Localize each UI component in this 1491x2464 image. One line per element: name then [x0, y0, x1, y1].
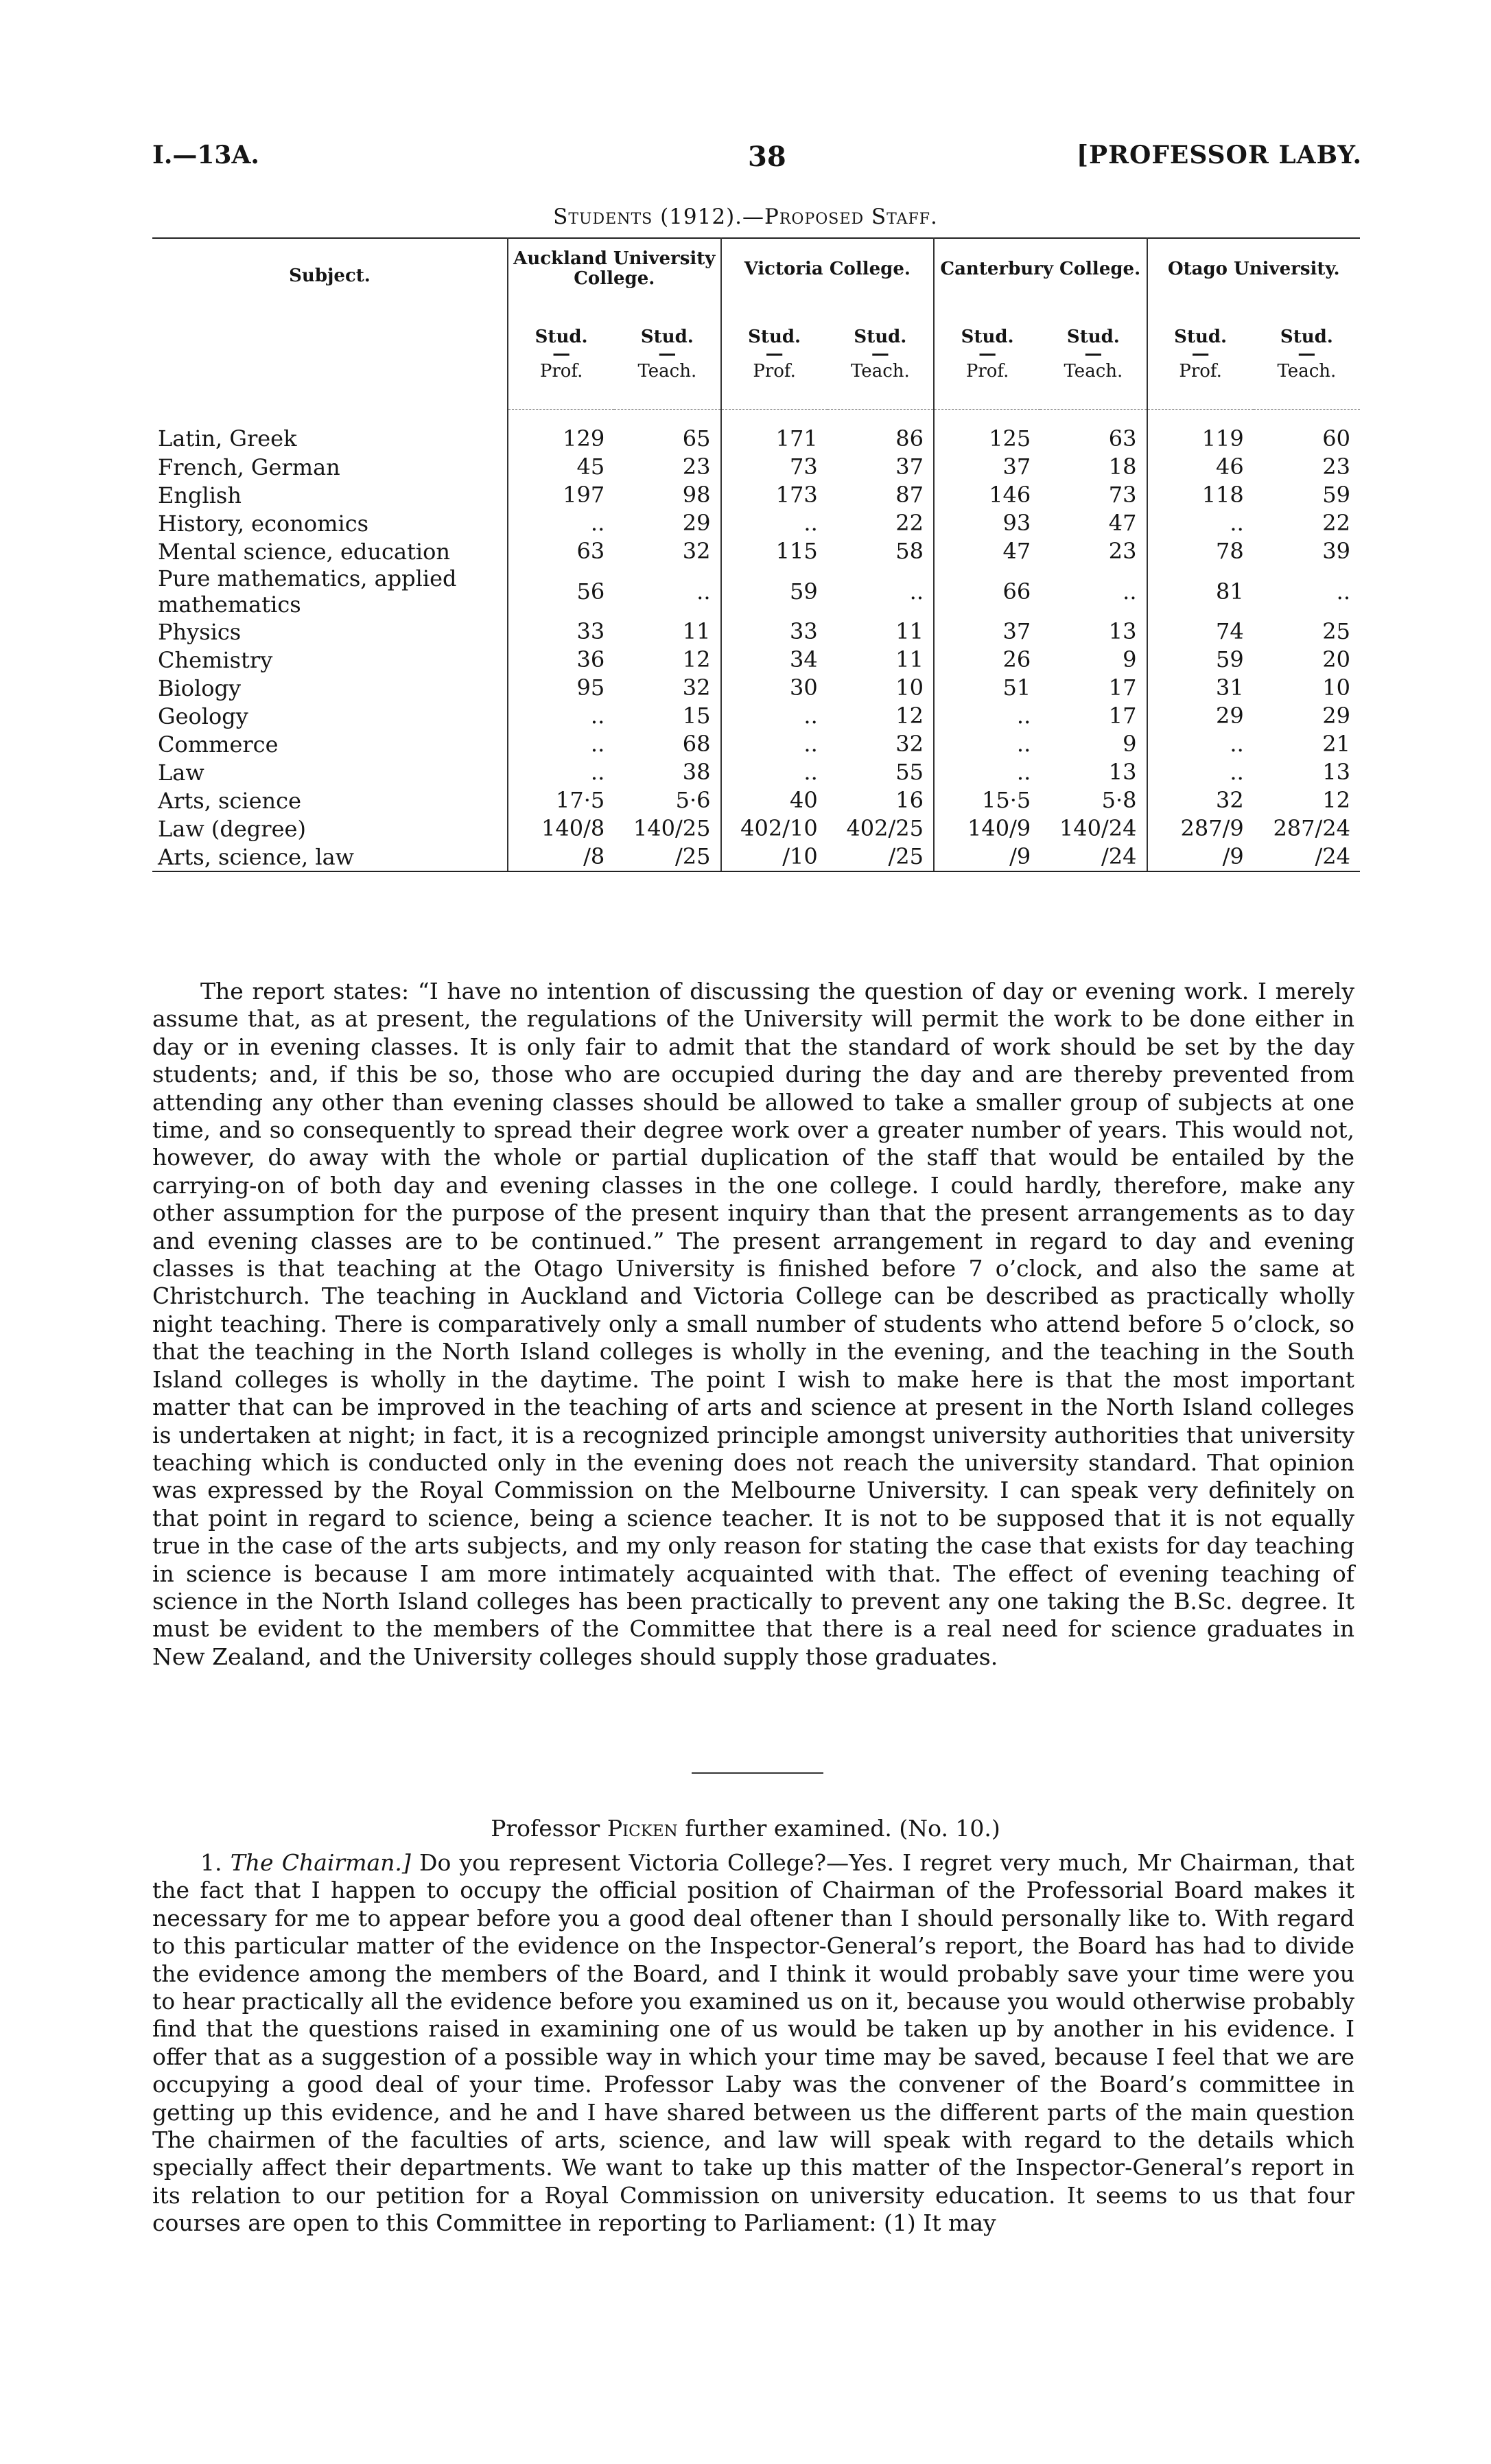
value-cell: 23: [682, 454, 711, 480]
value-cell: 11: [682, 618, 711, 644]
ratio-header-prof: [934, 299, 1040, 410]
value-cell: 23: [1108, 538, 1137, 564]
value-cell: 78: [1147, 537, 1254, 565]
college-header-auckland: Auckland University College.: [508, 238, 721, 299]
value-cell: 15·5: [934, 786, 1040, 814]
ratio-denominator: Teach.: [1064, 361, 1123, 382]
value-cell: 140/8: [508, 814, 614, 843]
ratio-bar: —: [765, 344, 784, 364]
value-cell: /9: [1147, 843, 1254, 871]
subject-cell: Mental science, education: [158, 538, 450, 565]
value-cell: 59: [1322, 482, 1351, 508]
table-row: [152, 537, 1360, 565]
value-cell: 119: [1147, 410, 1254, 454]
value-cell: /25: [827, 843, 934, 871]
value-cell: ..: [508, 509, 614, 537]
value-cell: 287/24: [1273, 815, 1351, 841]
ratio-denominator: Prof.: [753, 361, 796, 382]
table-row: [152, 453, 1360, 481]
ratio-denominator: Teach.: [637, 361, 697, 382]
table-body: [152, 410, 1360, 872]
value-cell: 65: [682, 425, 711, 451]
value-cell: 13: [1108, 759, 1137, 785]
value-cell: /8: [508, 843, 614, 871]
ratio-bar: —: [658, 344, 677, 364]
value-cell: 171: [721, 410, 827, 454]
value-cell: 12: [1322, 787, 1351, 813]
value-cell: 58: [895, 538, 924, 564]
value-cell: 29: [682, 510, 711, 536]
value-cell: ..: [909, 578, 924, 605]
value-cell: 33: [508, 618, 614, 646]
value-cell: 115: [721, 537, 827, 565]
value-cell: ..: [508, 758, 614, 786]
value-cell: 21: [1322, 731, 1351, 757]
ratio-denominator: Prof.: [539, 361, 583, 382]
value-cell: 37: [934, 453, 1040, 481]
value-cell: 26: [934, 646, 1040, 674]
ratio-bar: —: [1191, 344, 1210, 364]
value-cell: 37: [934, 618, 1040, 646]
ratio-bar: —: [1298, 344, 1316, 364]
value-cell: 22: [1322, 510, 1351, 536]
subject-column-header: Subject.: [289, 266, 371, 286]
table-row: [152, 786, 1360, 814]
table-row: [152, 730, 1360, 758]
ratio-denominator: Prof.: [1179, 361, 1222, 382]
value-cell: 10: [895, 674, 924, 701]
subject-cell: Chemistry: [158, 646, 273, 673]
question-speaker: The Chairman.]: [230, 1849, 411, 1876]
witness-heading: [0, 1815, 1491, 1842]
subject-cell: Arts, science: [158, 787, 302, 814]
testimony-paragraph: [152, 1849, 1354, 2238]
value-cell: ..: [721, 509, 827, 537]
ratio-numerator: Stud.: [961, 327, 1014, 347]
value-cell: 47: [1108, 510, 1137, 536]
ratio-denominator: Teach.: [1277, 361, 1337, 382]
subject-cell: Pure mathematics, applied mathematics: [158, 565, 457, 618]
subject-cell: Physics: [158, 618, 242, 645]
value-cell: 11: [895, 618, 924, 644]
value-cell: 95: [508, 674, 614, 702]
subject-cell: French, German: [158, 454, 340, 480]
value-cell: 33: [721, 618, 827, 646]
value-cell: 32: [895, 731, 924, 757]
value-cell: ..: [508, 702, 614, 730]
value-cell: 59: [721, 565, 827, 618]
value-cell: 5·8: [1101, 787, 1137, 813]
value-cell: 9: [1123, 646, 1137, 672]
value-cell: /10: [721, 843, 827, 871]
value-cell: 73: [721, 453, 827, 481]
value-cell: /24: [1040, 843, 1147, 871]
value-cell: 45: [508, 453, 614, 481]
value-cell: 146: [934, 481, 1040, 509]
table-row: [152, 646, 1360, 674]
value-cell: 140/9: [934, 814, 1040, 843]
value-cell: ..: [1147, 730, 1254, 758]
ratio-header-prof: [721, 299, 827, 410]
value-cell: 38: [682, 759, 711, 785]
value-cell: /25: [614, 843, 720, 871]
value-cell: 9: [1123, 731, 1137, 757]
running-title: [PROFESSOR LABY.: [1076, 141, 1362, 169]
value-cell: 13: [1322, 759, 1351, 785]
value-cell: 59: [1147, 646, 1254, 674]
testimony-text: Do you represent Victoria College?—Yes. I regret very much, Mr Chairman, that the fact that I happen to occupy the official position of Chairman of the Professorial Board makes it necessary for me to appear before you a good deal oftener than I should personally like to. With regard to this particular matter of the evidence on the Inspector-General’s report, the Board has had to divide the evidence among the members of the Board, and I think it would probably save your time were you to hear practically all the evidence before you examined us on it, because you would otherwise probably find that the questions raised in examining one of us would be taken up by another in his evidence. I offer that as a suggestion of a possible way in which your time may be saved, because I feel that we are occupying a good deal of your time. Professor Laby was the convener of the Board’s committee in getting up this evidence, and he and I have shared between us the different parts of the main question The chairmen of the faculties of arts, science, and law will speak with regard to the details which specially affect their departments. We want to take up this matter of the Inspector-General’s report in its relation to our petition for a Royal Commission on university education. It seems to us that four courses are open to this Committee in reporting to Parliament: (1) It may: [152, 1849, 1354, 2237]
value-cell: 22: [895, 510, 924, 536]
table-title: Students (1912).—Proposed Staff.: [553, 204, 938, 229]
value-cell: 197: [508, 481, 614, 509]
table-row: [152, 758, 1360, 786]
value-cell: 11: [895, 646, 924, 672]
ratio-header-teach: [827, 299, 934, 410]
value-cell: /24: [1254, 843, 1360, 871]
value-cell: 125: [934, 410, 1040, 454]
value-cell: 13: [1108, 618, 1137, 644]
witness-suffix: further examined. (No. 10.): [685, 1815, 1000, 1842]
question-number: 1.: [200, 1849, 222, 1876]
value-cell: 81: [1147, 565, 1254, 618]
subject-cell: Biology: [158, 674, 242, 701]
ratio-header-teach: [614, 299, 720, 410]
subject-cell: History, economics: [158, 510, 369, 537]
value-cell: 47: [934, 537, 1040, 565]
value-cell: 5·6: [675, 787, 711, 813]
value-cell: 17: [1108, 674, 1137, 701]
subject-cell: Geology: [158, 703, 248, 729]
witness-prefix: Professor: [491, 1815, 600, 1842]
value-cell: 37: [895, 454, 924, 480]
value-cell: 15: [682, 703, 711, 729]
value-cell: 32: [682, 538, 711, 564]
value-cell: 32: [1147, 786, 1254, 814]
value-cell: 63: [1108, 425, 1137, 451]
ratio-numerator: Stud.: [1066, 327, 1120, 347]
value-cell: 17: [1108, 703, 1137, 729]
ratio-numerator: Stud.: [640, 327, 694, 347]
value-cell: 18: [1108, 454, 1137, 480]
value-cell: 402/25: [846, 815, 924, 841]
value-cell: 287/9: [1147, 814, 1254, 843]
value-cell: /9: [934, 843, 1040, 871]
value-cell: 29: [1322, 703, 1351, 729]
value-cell: 10: [1322, 674, 1351, 701]
value-cell: ..: [721, 758, 827, 786]
value-cell: 34: [721, 646, 827, 674]
value-cell: 140/25: [633, 815, 711, 841]
value-cell: 173: [721, 481, 827, 509]
value-cell: 74: [1147, 618, 1254, 646]
subject-cell: Law: [158, 759, 204, 786]
value-cell: ..: [508, 730, 614, 758]
value-cell: 46: [1147, 453, 1254, 481]
ratio-header-prof: [508, 299, 614, 410]
ratio-bar: —: [552, 344, 571, 364]
table-row: [152, 674, 1360, 702]
value-cell: ..: [934, 758, 1040, 786]
section-divider: [692, 1772, 823, 1774]
value-cell: 68: [682, 731, 711, 757]
report-paragraph: [152, 978, 1354, 1671]
table-row: [152, 481, 1360, 509]
value-cell: ..: [1147, 509, 1254, 537]
value-cell: ..: [934, 730, 1040, 758]
students-staff-table: [152, 237, 1360, 872]
value-cell: 63: [508, 537, 614, 565]
value-cell: 36: [508, 646, 614, 674]
value-cell: 118: [1147, 481, 1254, 509]
ratio-numerator: Stud.: [1174, 327, 1228, 347]
value-cell: 17·5: [508, 786, 614, 814]
value-cell: 73: [1108, 482, 1137, 508]
ratio-header-teach: [1254, 299, 1360, 410]
ratio-denominator: Teach.: [850, 361, 910, 382]
value-cell: 93: [934, 509, 1040, 537]
value-cell: 98: [682, 482, 711, 508]
ratio-bar: —: [978, 344, 997, 364]
table-row: [152, 565, 1360, 618]
table-row: [152, 509, 1360, 537]
subject-cell: Arts, science, law: [152, 843, 508, 871]
value-cell: ..: [1123, 578, 1137, 605]
table-row: [152, 702, 1360, 730]
witness-name: Picken: [607, 1815, 678, 1842]
value-cell: ..: [696, 578, 711, 605]
value-cell: ..: [721, 702, 827, 730]
value-cell: 402/10: [721, 814, 827, 843]
document-reference: I.—13A.: [152, 141, 259, 169]
college-header-canterbury: Canterbury College.: [934, 238, 1147, 299]
value-cell: 87: [895, 482, 924, 508]
ratio-numerator: Stud.: [854, 327, 907, 347]
subject-cell: Latin, Greek: [158, 425, 297, 452]
data-table: [152, 237, 1360, 872]
ratio-numerator: Stud.: [535, 327, 588, 347]
value-cell: 23: [1322, 454, 1351, 480]
college-header-otago: Otago University.: [1147, 238, 1361, 299]
value-cell: 25: [1322, 618, 1351, 644]
college-header-victoria: Victoria College.: [721, 238, 935, 299]
subject-cell: English: [158, 482, 242, 508]
value-cell: 56: [508, 565, 614, 618]
value-cell: 60: [1322, 425, 1351, 451]
value-cell: ..: [1336, 578, 1351, 605]
subject-cell: Law (degree): [158, 815, 306, 842]
value-cell: 66: [934, 565, 1040, 618]
ratio-bar: —: [871, 344, 889, 364]
value-cell: 39: [1322, 538, 1351, 564]
table-row: [152, 814, 1360, 843]
value-cell: ..: [1147, 758, 1254, 786]
value-cell: 86: [895, 425, 924, 451]
report-quote-text: The report states: “I have no intention of discussing the question of day or evening work. I merely assume that, as at present, the regulations of the University will permit the work to be done either in day or in evening classes. It is only fair to admit that the standard of work should be set by the day students; and, if this be so, those who are occupied during the day and are thereby prevented from attending any other than evening classes should be allowed to take a smaller group of subjects at one time, and so consequently to spread their degree work over a greater number of years. This would not, however, do away with the whole or partial duplication of the staff that would be entailed by the carrying-on of both day and evening classes in the one college. I could hardly, therefore, make any other assumption for the purpose of the present inquiry than that the present arrangements as to day and evening classes are to be continued.” The present arrangement in regard to day and evening classes is that teaching at the Otago University is finished before 7 o’clock, and also the same at Christchurch. The teaching in Auckland and Victoria College can be described as practically wholly night teaching. There is comparatively only a small number of students who attend before 5 o’clock, so that the teaching in the North Island colleges is wholly in the evening, and the teaching in the South Island colleges is wholly in the daytime. The point I wish to make here is that the most important matter that can be improved in the teaching of arts and science at present in the North Island colleges is undertaken at night; in fact, it is a recognized principle amongst university authorities that university teaching which is conducted only in the evening does not reach the university standard. That opinion was expressed by the Royal Commission on the Melbourne University. I can speak very definitely on that point in regard to science, being a science teacher. It is not to be supposed that it is not equally true in the case of the arts subjects, and my only reason for stating the case that exists for day teaching in science is because I am more intimately acquainted with that. The effect of evening teaching of science in the North Island colleges has been practically to prevent any one taking the B.Sc. degree. It must be evident to the members of the Committee that there is a real need for science graduates in New Zealand, and the University colleges should supply those graduates.: [152, 978, 1354, 1670]
ratio-denominator: Prof.: [965, 361, 1009, 382]
value-cell: 51: [934, 674, 1040, 702]
value-cell: 32: [682, 674, 711, 701]
value-cell: ..: [934, 702, 1040, 730]
value-cell: 31: [1147, 674, 1254, 702]
ratio-header-teach: [1040, 299, 1147, 410]
ratio-bar: —: [1084, 344, 1103, 364]
table-row: [152, 843, 1360, 871]
value-cell: 30: [721, 674, 827, 702]
value-cell: 140/24: [1059, 815, 1137, 841]
value-cell: 12: [895, 703, 924, 729]
value-cell: 12: [682, 646, 711, 672]
ratio-numerator: Stud.: [1280, 327, 1333, 347]
value-cell: 40: [721, 786, 827, 814]
table-row: [152, 618, 1360, 646]
value-cell: 55: [895, 759, 924, 785]
table-row: [152, 410, 1360, 454]
ratio-numerator: Stud.: [748, 327, 801, 347]
value-cell: ..: [721, 730, 827, 758]
page-number: 38: [748, 141, 786, 173]
subject-cell: Commerce: [158, 731, 279, 758]
value-cell: 16: [895, 787, 924, 813]
value-cell: 20: [1322, 646, 1351, 672]
value-cell: 129: [508, 410, 614, 454]
value-cell: 29: [1147, 702, 1254, 730]
ratio-header-prof: [1147, 299, 1254, 410]
